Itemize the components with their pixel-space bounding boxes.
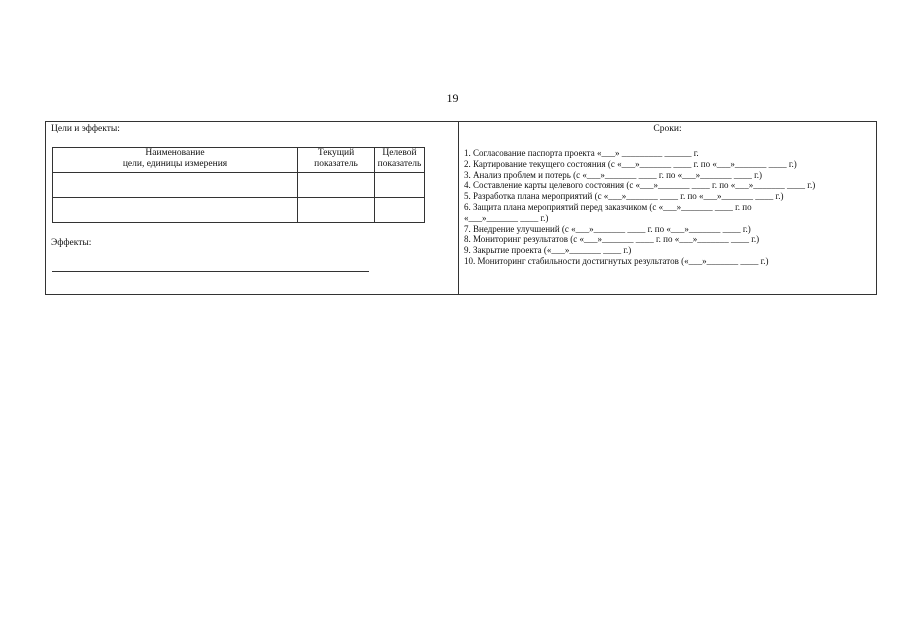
effects-label: Эффекты: [51,238,92,248]
target-value-cell[interactable] [375,173,425,198]
list-item: 7. Внедрение улучшений (с «___»_______ ____ г. по «___»_______ ____ г.) [464,223,751,234]
list-item: 6. Защита плана мероприятий перед заказчиком (с «___»_______ ____ г. по [464,201,752,212]
deadline-list [464,148,874,267]
current-value-header: Текущий показатель [298,148,375,173]
list-item: 8. Мониторинг результатов (с «___»_______ ____ г. по «___»_______ ____ г.) [464,234,760,245]
table-row [53,173,425,198]
table-row [53,198,425,223]
page-number: 19 [446,91,459,105]
goals-table-header-row [53,148,425,173]
project-card-table [45,121,877,295]
goals-table [52,147,425,223]
list-item: 1. Согласование паспорта проекта «___» _________ ______ г. [464,148,699,158]
current-value-cell[interactable] [298,173,375,198]
goals-cell [46,122,459,294]
target-value-cell[interactable] [375,198,425,223]
list-item: 10. Мониторинг стабильности достигнутых результатов («___»_______ ____ г.) [464,255,769,266]
list-item: 3. Анализ проблем и потерь (с «___»_______ ____ г. по «___»_______ ____ г.) [464,169,763,180]
list-item: 4. Составление карты целевого состояния (с «___»_______ ____ г. по «___»_______ ____ г.) [464,180,816,191]
effects-blank-line[interactable] [52,271,369,272]
deadlines-label: Сроки: [653,124,682,134]
list-item: 2. Картирование текущего состояния (с «___»_______ ____ г. по «___»_______ ____ г.) [464,158,797,169]
goals-label: Цели и эффекты: [51,124,120,134]
deadlines-cell [459,122,876,294]
goal-name-cell[interactable] [53,173,298,198]
list-item: 9. Закрытие проекта («___»_______ ____ г.) [464,245,632,256]
current-value-cell[interactable] [298,198,375,223]
goal-name-header: Наименование цели, единицы измерения [53,148,298,173]
list-item: «___»_______ ____ г.) [464,212,549,223]
target-value-header: Целевой показатель [375,148,425,173]
list-item: 5. Разработка плана мероприятий (с «___»_______ ____ г. по «___»_______ ____ г.) [464,191,784,202]
goal-name-cell[interactable] [53,198,298,223]
